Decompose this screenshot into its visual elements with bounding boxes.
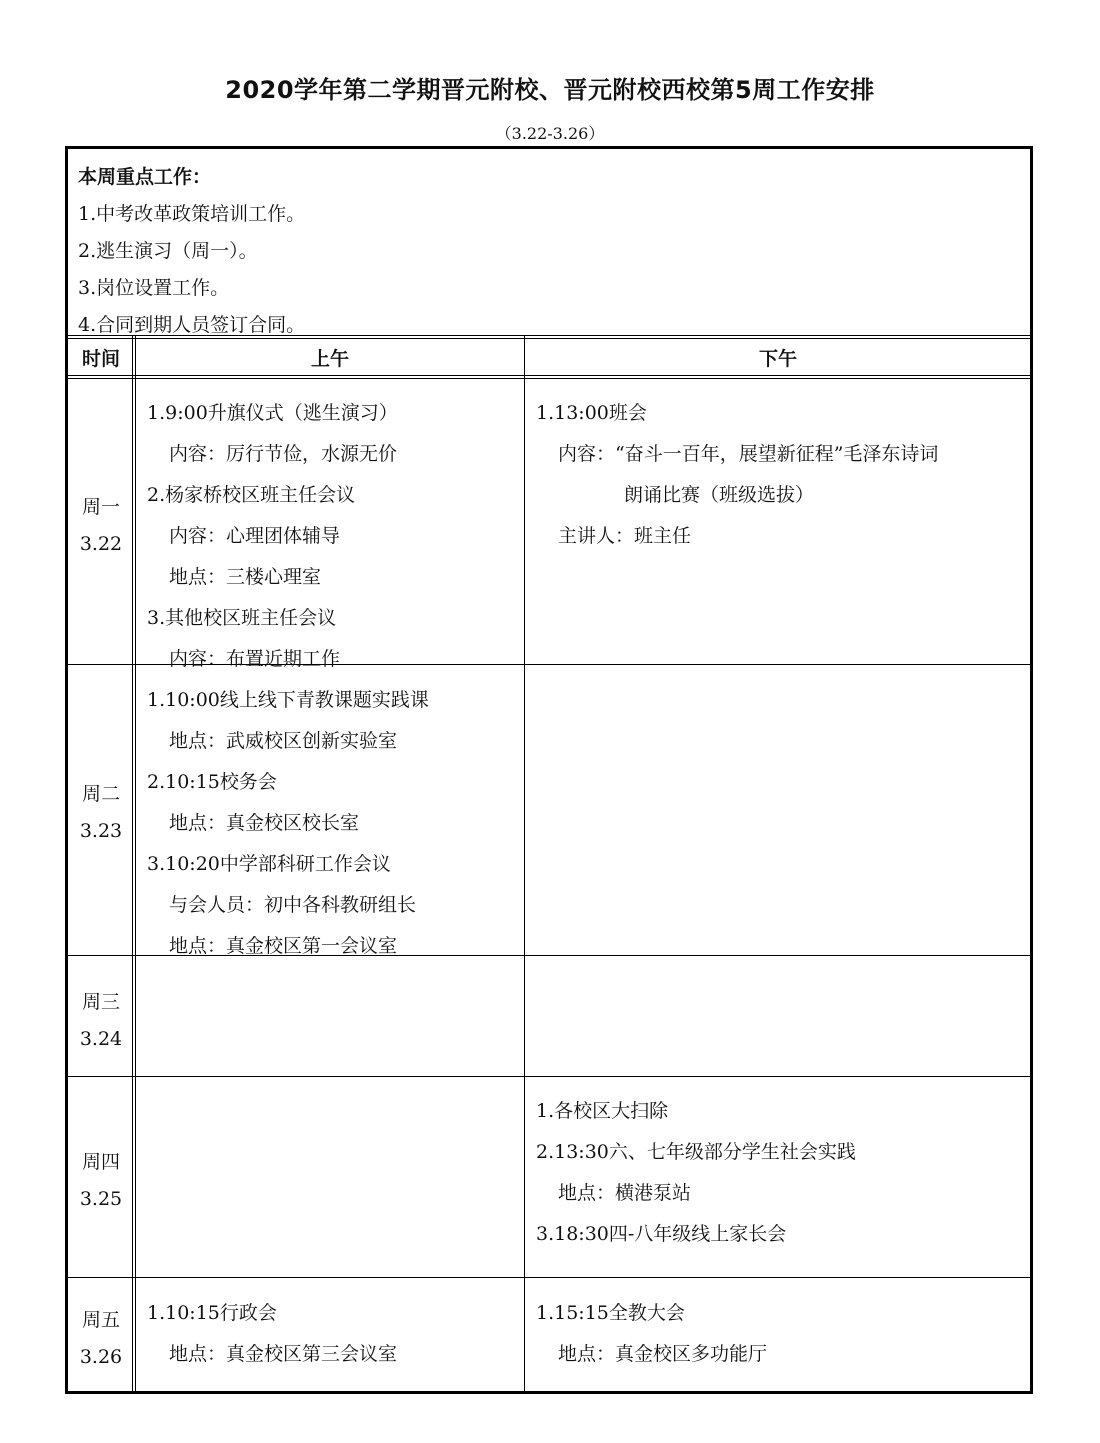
header-afternoon: 下午 (758, 348, 797, 370)
monday-morning-cell (147, 385, 398, 680)
schedule-line: 地点：横港泵站 (558, 1182, 692, 1204)
day-name: 周二 (81, 783, 120, 805)
friday-morning-cell (147, 1285, 397, 1375)
day-label-friday (68, 1302, 134, 1376)
day-name: 周五 (81, 1309, 120, 1331)
day-date: 3.22 (79, 533, 123, 555)
schedule-table (65, 146, 1033, 1394)
schedule-line: 主讲人：班主任 (558, 525, 692, 547)
schedule-line: 1.10:15行政会 (147, 1302, 277, 1324)
monday-afternoon-cell (536, 385, 938, 557)
day-name: 周三 (81, 991, 120, 1013)
schedule-line: 地点：三楼心理室 (169, 566, 322, 588)
schedule-line: 3.18:30四-八年级线上家长会 (536, 1223, 787, 1245)
header-morning: 上午 (310, 348, 349, 370)
day-date: 3.26 (79, 1346, 123, 1368)
date-range: （3.22-3.26） (495, 124, 605, 143)
day-label-wednesday (68, 984, 134, 1058)
schedule-line: 内容：厉行节俭，水源无价 (169, 443, 398, 465)
header-time: 时间 (81, 348, 120, 370)
day-name: 周四 (81, 1151, 120, 1173)
page-title: 2020学年第二学期晋元附校、晋元附校西校第5周工作安排 (225, 76, 875, 104)
schedule-line: 2.杨家桥校区班主任会议 (147, 484, 356, 506)
schedule-line: 1.13:00班会 (536, 402, 647, 424)
schedule-line: 3.10:20中学部科研工作会议 (147, 853, 391, 875)
schedule-line: 内容：“奋斗一百年，展望新征程”毛泽东诗词 (558, 443, 939, 465)
schedule-line: 地点：真金校区校长室 (169, 812, 360, 834)
schedule-line: 朗诵比赛（班级选拔） (624, 484, 815, 506)
schedule-line: 3.其他校区班主任会议 (147, 607, 337, 629)
day-date: 3.23 (79, 820, 123, 842)
schedule-line: 1.15:15全教大会 (536, 1302, 685, 1324)
divider (524, 335, 525, 1391)
day-date: 3.24 (79, 1028, 123, 1050)
schedule-line: 1.9:00升旗仪式（逃生演习） (147, 402, 398, 424)
schedule-line: 地点：真金校区第一会议室 (169, 935, 398, 957)
schedule-line: 地点：武威校区创新实验室 (169, 730, 398, 752)
day-label-monday (68, 489, 134, 563)
friday-afternoon-cell (536, 1285, 767, 1375)
schedule-line: 1.10:00线上线下青教课题实践课 (147, 689, 429, 711)
weekly-focus-heading: 本周重点工作： (78, 166, 212, 188)
schedule-line: 内容：布置近期工作 (169, 648, 341, 670)
schedule-line: 地点：真金校区多功能厅 (558, 1343, 768, 1365)
schedule-line: 内容：心理团体辅导 (169, 525, 341, 547)
thursday-afternoon-cell (536, 1083, 856, 1255)
divider (68, 1076, 1030, 1077)
schedule-line: 地点：真金校区第三会议室 (169, 1343, 398, 1365)
weekly-focus-item: 2.逃生演习（周一）。 (78, 240, 258, 262)
weekly-focus-item: 3.岗位设置工作。 (78, 277, 230, 299)
day-label-thursday (68, 1144, 134, 1218)
weekly-focus-item: 4.合同到期人员签订合同。 (78, 314, 306, 336)
weekly-focus-section (68, 149, 1030, 335)
day-name: 周一 (81, 496, 120, 518)
weekly-focus-item: 1.中考改革政策培训工作。 (78, 203, 306, 225)
schedule-line: 2.13:30六、七年级部分学生社会实践 (536, 1141, 856, 1163)
schedule-line: 2.10:15校务会 (147, 771, 277, 793)
tuesday-morning-cell (147, 672, 429, 967)
day-date: 3.25 (79, 1188, 123, 1210)
schedule-line: 1.各校区大扫除 (536, 1100, 669, 1122)
schedule-line: 与会人员：初中各科教研组长 (169, 894, 417, 916)
day-label-tuesday (68, 776, 134, 850)
divider (68, 1277, 1030, 1278)
